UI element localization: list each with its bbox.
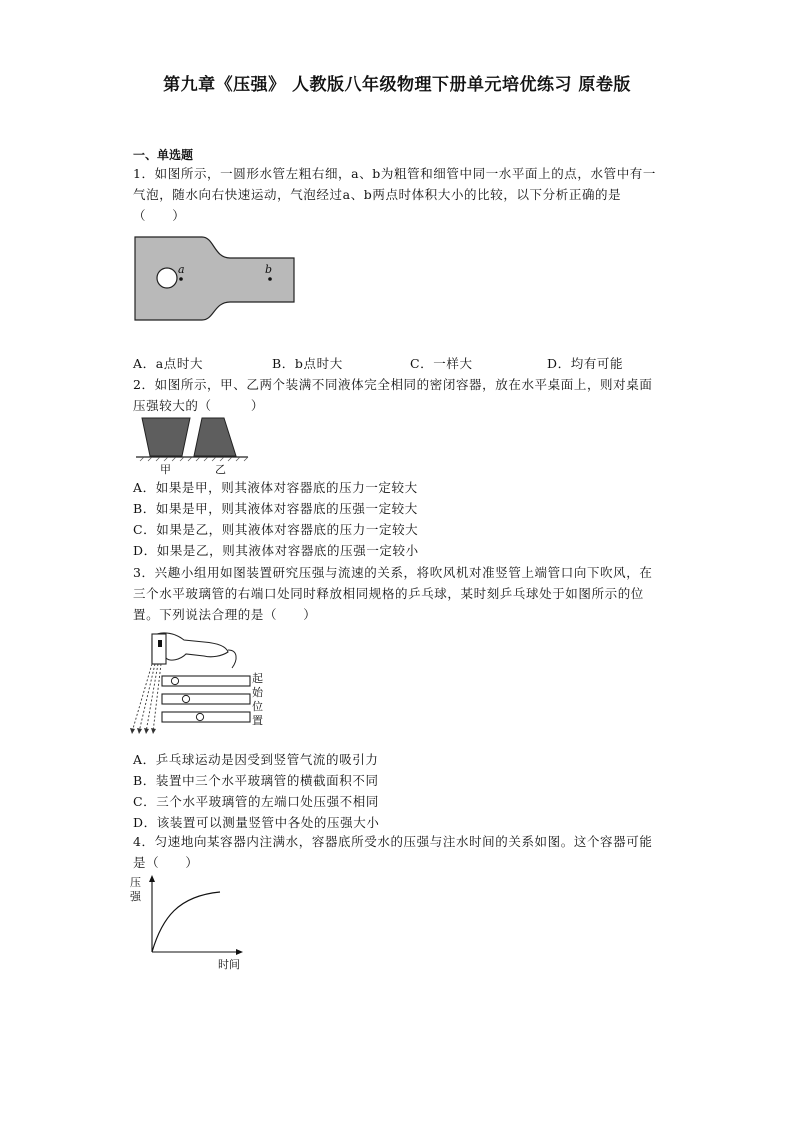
q1-option-c: C．一样大 xyxy=(410,356,473,371)
ping-pong-ball-2 xyxy=(182,695,189,702)
q2-option-d: D．如果是乙，则其液体对容器底的压强一定较小 xyxy=(133,543,419,558)
q3-apparatus-figure xyxy=(130,628,263,736)
ping-pong-ball-1 xyxy=(171,677,178,684)
q3-option-d: D．该装置可以测量竖管中各处的压强大小 xyxy=(133,815,380,830)
horizontal-tube-2 xyxy=(162,694,250,704)
pressure-curve xyxy=(152,892,220,952)
point-b xyxy=(268,277,272,281)
q1-option-a: A．a点时大 xyxy=(133,356,204,371)
section-heading: 一、单选题 xyxy=(133,148,194,162)
label-yi: 乙 xyxy=(215,463,226,476)
label-b: b xyxy=(265,263,273,276)
q3-option-a: A．乒乓球运动是因受到竖管气流的吸引力 xyxy=(133,752,379,767)
dryer-nozzle xyxy=(152,634,166,664)
label-a: a xyxy=(178,263,185,276)
question-1-text: 1．如图所示，一圆形水管左粗右细，a、b为粗管和细管中同一水平面上的点，水管中有一气泡，随水向右快速运动，气泡经过a、b两点时体积大小的比较，以下分析正确的是（ ） xyxy=(133,166,657,223)
table-hatching xyxy=(140,457,248,461)
side-label-3: 位 xyxy=(252,700,263,713)
q1-pipe-figure xyxy=(134,236,296,322)
airflow-arrowheads xyxy=(130,728,156,734)
q4-pressure-time-graph xyxy=(128,874,248,972)
y-axis-label-1: 压 xyxy=(130,876,141,889)
y-axis-arrowhead xyxy=(149,875,155,882)
x-axis-label: 时间 xyxy=(218,958,240,971)
q2-option-c: C．如果是乙，则其液体对容器底的压力一定较大 xyxy=(133,522,419,537)
question-2-text: 2．如图所示，甲、乙两个装满不同液体完全相同的密闭容器，放在水平桌面上，则对桌面压强较大的（ ） xyxy=(133,377,653,413)
airflow-arrows xyxy=(132,664,161,732)
q3-option-b: B．装置中三个水平玻璃管的横截面积不同 xyxy=(133,773,379,788)
q2-option-b: B．如果是甲，则其液体对容器底的压强一定较大 xyxy=(133,501,418,516)
side-label-4: 置 xyxy=(252,714,263,727)
horizontal-tube-3 xyxy=(162,712,250,722)
question-4-text: 4．匀速地向某容器内注满水，容器底所受水的压强与注水时间的关系如图。这个容器可能是（ ） xyxy=(133,834,653,870)
dryer-switch xyxy=(158,640,162,647)
q2-containers-figure xyxy=(136,416,248,478)
label-jia: 甲 xyxy=(160,463,171,476)
container-jia xyxy=(142,418,190,456)
q2-option-a: A．如果是甲，则其液体对容器底的压力一定较大 xyxy=(133,480,418,495)
q1-option-d: D．均有可能 xyxy=(547,356,624,371)
q1-option-b: B．b点时大 xyxy=(272,356,343,371)
q3-option-c: C．三个水平玻璃管的左端口处压强不相同 xyxy=(133,794,379,809)
bubble xyxy=(157,268,177,288)
container-yi xyxy=(194,418,236,456)
question-3-text: 3．兴趣小组用如图装置研究压强与流速的关系，将吹风机对准竖管上端管口向下吹风，在三个水平玻璃管的右端口处同时释放相同规格的乒乓球，某时刻乒乓球处于如图所示的位置。下列说法合理的是（ ） xyxy=(133,565,653,622)
x-axis-arrowhead xyxy=(236,949,243,955)
ping-pong-ball-3 xyxy=(196,713,203,720)
dryer-cord xyxy=(228,650,236,668)
side-label-2: 始 xyxy=(252,686,263,699)
y-axis-label-2: 强 xyxy=(130,890,141,903)
side-label-1: 起 xyxy=(252,672,263,685)
page-title: 第九章《压强》 人教版八年级物理下册单元培优练习 原卷版 xyxy=(163,75,631,95)
point-a xyxy=(179,277,183,281)
